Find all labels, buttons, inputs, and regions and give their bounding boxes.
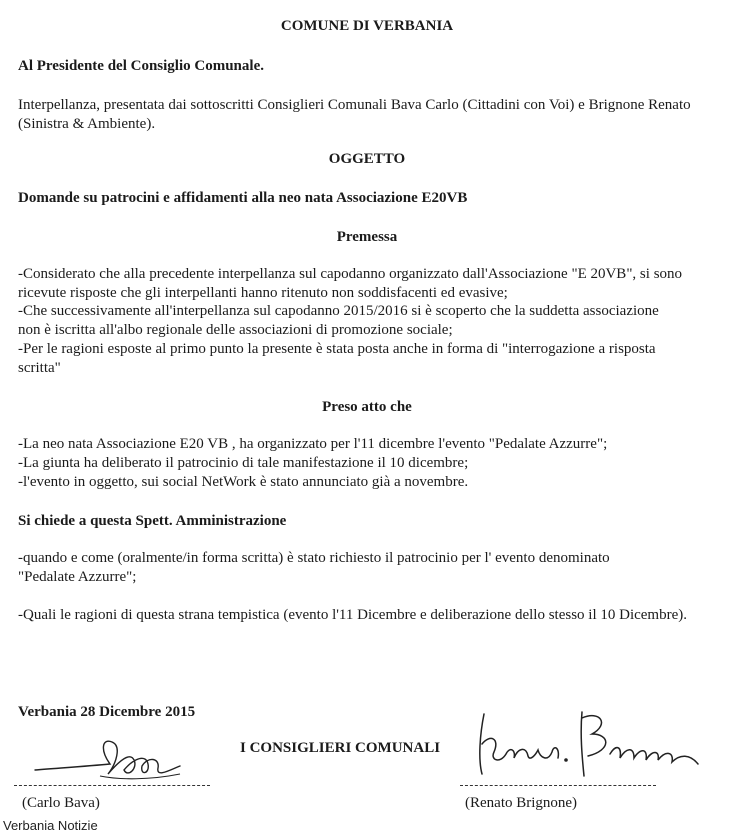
signer-right-name: (Renato Brignone) xyxy=(465,795,578,811)
oggetto-heading: OGGETTO xyxy=(328,151,406,167)
premessa-item: -Per le ragioni esposte al primo punto la presente è stata posta anche in forma di "interrogazione a risposta scritta" xyxy=(18,341,656,376)
premessa-heading: Premessa xyxy=(336,229,398,245)
signature-line-right xyxy=(460,785,656,786)
oggetto-subject: Domande su patrocini e affidamenti alla neo nata Associazione E20VB xyxy=(18,190,468,206)
preso-atto-item: -La giunta ha deliberato il patrocinio di tale manifestazione il 10 dicembre; xyxy=(18,455,469,471)
preso-atto-heading: Preso atto che xyxy=(322,399,412,415)
signatories-title: I CONSIGLIERI COMUNALI xyxy=(240,740,441,756)
preso-atto-item: -l'evento in oggetto, sui social NetWork è stato annunciato già a novembre. xyxy=(18,474,469,490)
intro-paragraph: Interpellanza, presentata dai sottoscritti Consiglieri Comunali Bava Carlo (Cittadini con Voi) e Brignone Renato (Sinistra & Ambiente). xyxy=(18,97,691,132)
richiesta-heading: Si chiede a questa Spett. Amministrazione xyxy=(18,513,287,529)
watermark-label: Verbania Notizie xyxy=(3,818,98,833)
premessa-item: -Che successivamente all'interpellanza sul capodanno 2015/2016 si è scoperto che la suddetta associazione non è iscritta all'albo regionale delle associazioni di promozione sociale; xyxy=(18,303,659,338)
signature-right xyxy=(470,704,720,794)
place-date: Verbania 28 Dicembre 2015 xyxy=(18,704,196,720)
preso-atto-item: -La neo nata Associazione E20 VB , ha organizzato per l'11 dicembre l'evento "Pedalate Azzurre"; xyxy=(18,436,608,452)
signature-line-left xyxy=(14,785,210,786)
addressee: Al Presidente del Consiglio Comunale. xyxy=(18,58,264,74)
premessa-item: -Considerato che alla precedente interpellanza sul capodanno organizzato dall'Associazione "E 20VB", si sono ricevute risposte che gli interpellanti hanno ritenuto non soddisfacenti ed evasive; xyxy=(18,266,683,301)
signer-left-name: (Carlo Bava) xyxy=(22,795,100,811)
richiesta-item: -Quali le ragioni di questa strana tempistica (evento l'11 Dicembre e deliberazione dello stesso il 10 Dicembre). xyxy=(18,607,688,623)
signature-left xyxy=(30,730,240,790)
municipality-title: COMUNE DI VERBANIA xyxy=(280,18,454,34)
richiesta-item: -quando e come (oralmente/in forma scritta) è stato richiesto il patrocinio per l' evento denominato "Pedalate Azzurre"; xyxy=(18,550,610,585)
